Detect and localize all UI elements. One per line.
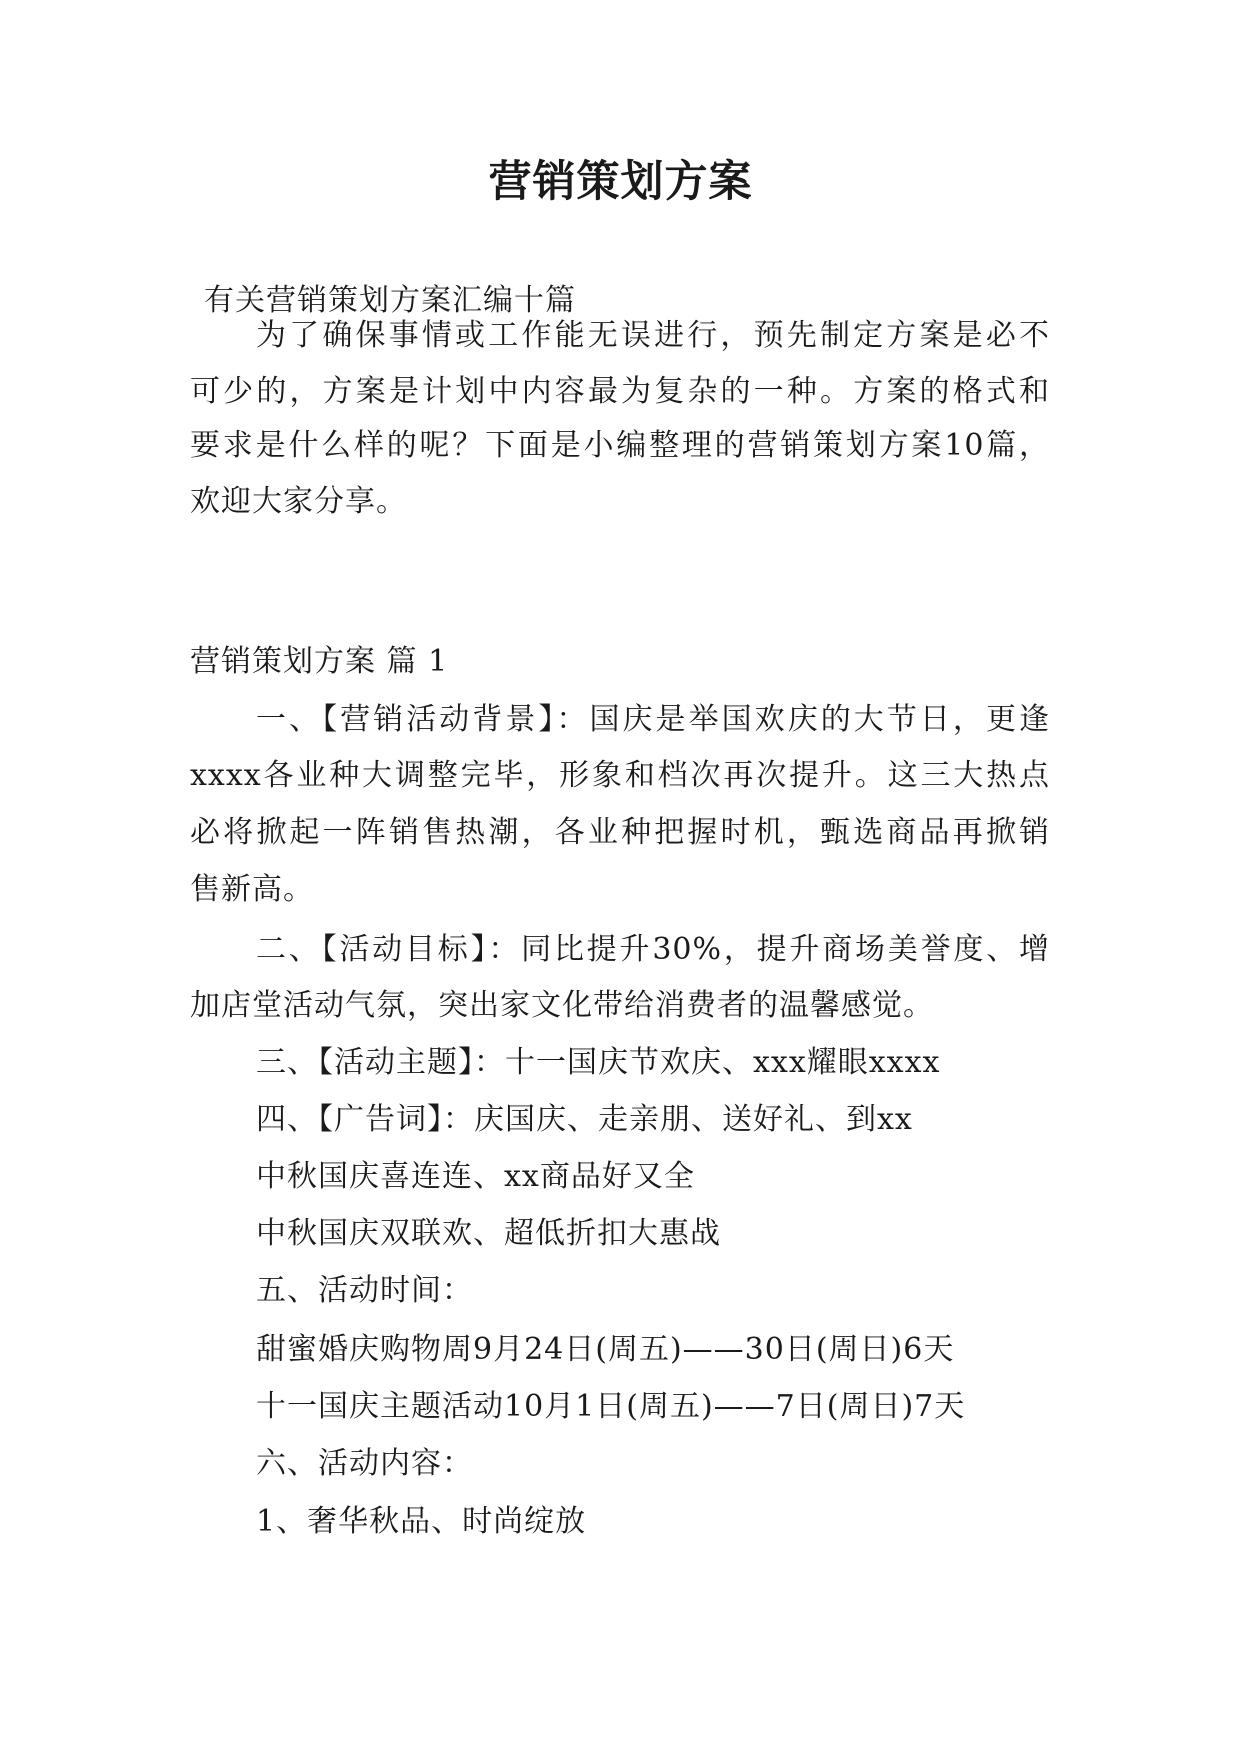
intro-line-2: 可少的，方案是计划中内容最为复杂的一种。方案的格式和: [190, 374, 1050, 409]
goal-line-1: 二、【活动目标】：同比提升30%，提升商场美誉度、增: [256, 932, 1050, 967]
goal-line-2: 加店堂活动气氛，突出家文化带给消费者的温馨感觉。: [190, 988, 934, 1023]
background-line-4: 售新高。: [190, 872, 314, 907]
theme-line: 三、【活动主题】：十一国庆节欢庆、xxx耀眼xxxx: [256, 1045, 941, 1080]
slogan-line-1: 四、【广告词】：庆国庆、走亲朋、送好礼、到xx: [256, 1102, 913, 1137]
content-item-1: 1、奢华秋品、时尚绽放: [256, 1504, 587, 1539]
time-heading: 五、活动时间：: [256, 1273, 473, 1308]
background-line-2: xxxx各业种大调整完毕，形象和档次再次提升。这三大热点: [190, 758, 1050, 793]
background-line-3: 必将掀起一阵销售热潮，各业种把握时机，甄选商品再掀销: [190, 815, 1050, 850]
slogan-line-2: 中秋国庆喜连连、xx商品好又全: [256, 1159, 695, 1194]
intro-line-4: 欢迎大家分享。: [190, 484, 407, 519]
content-heading: 六、活动内容：: [256, 1446, 473, 1481]
document-subtitle: 有关营销策划方案汇编十篇: [204, 283, 576, 318]
time-item-2: 十一国庆主题活动10月1日(周五)——7日(周日)7天: [256, 1389, 966, 1424]
background-line-1: 一、【营销活动背景】：国庆是举国欢庆的大节日，更逢: [256, 702, 1050, 737]
document-title: 营销策划方案: [488, 157, 753, 207]
time-item-1: 甜蜜婚庆购物周9月24日(周五)——30日(周日)6天: [256, 1332, 955, 1367]
slogan-line-3: 中秋国庆双联欢、超低折扣大惠战: [256, 1216, 721, 1251]
intro-line-3: 要求是什么样的呢？下面是小编整理的营销策划方案10篇，: [190, 428, 1050, 463]
section-heading: 营销策划方案 篇 1: [190, 644, 449, 679]
intro-line-1: 为了确保事情或工作能无误进行，预先制定方案是必不: [256, 318, 1050, 353]
